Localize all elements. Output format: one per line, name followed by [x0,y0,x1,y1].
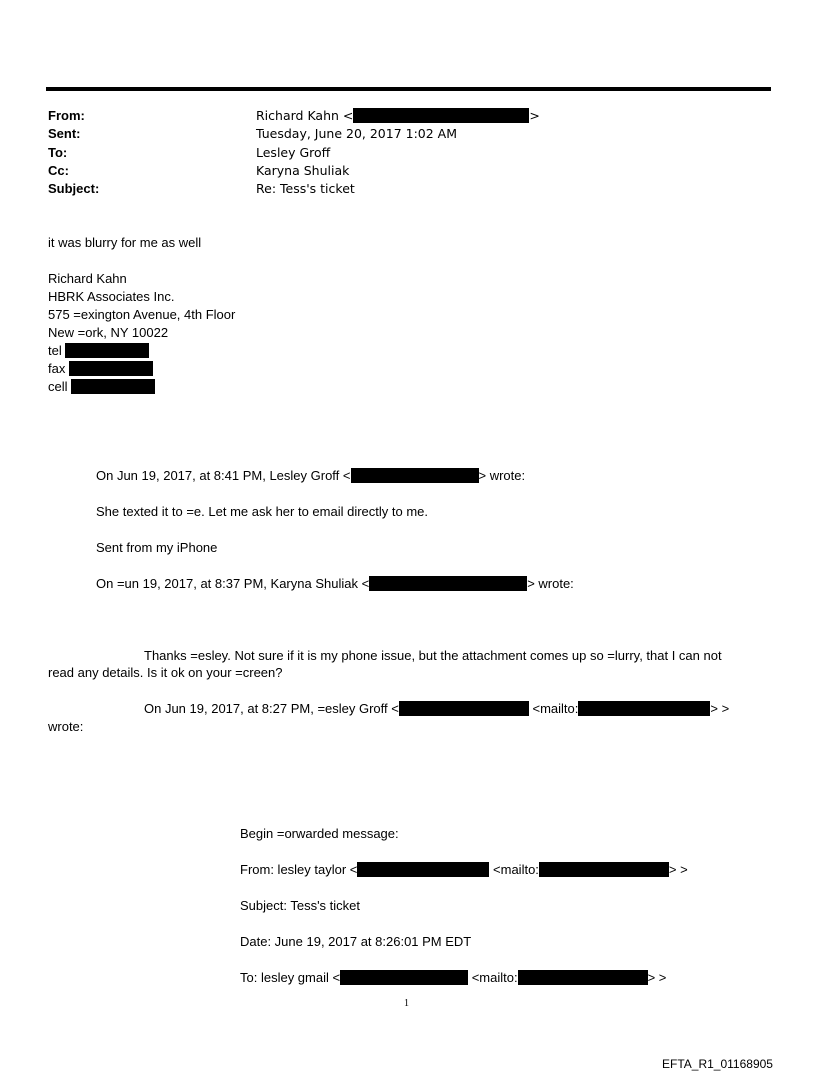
forwarded-begin: Begin =orwarded message: [240,826,399,841]
quoted2-body-line2: read any details. Is it ok on your =creen? [48,665,283,680]
subject-label: Subject: [48,181,100,196]
signature-address1: 575 =exington Avenue, 4th Floor [48,307,236,322]
redaction-block [357,862,489,877]
quoted1-body: She texted it to =e. Let me ask her to email directly to me. [96,504,429,519]
redaction-block [369,576,527,591]
signature-cell: cell [48,379,155,395]
redaction-block [539,862,669,877]
signature-address2: New =ork, NY 10022 [48,325,169,340]
redaction-block [399,701,529,716]
redaction-block [578,701,710,716]
redaction-block [518,970,648,985]
signature-tel: tel [48,343,149,359]
signature-fax: fax [48,361,153,377]
forwarded-subject: Subject: Tess's ticket [240,898,361,913]
sent-value: Tuesday, June 20, 2017 1:02 AM [256,126,458,141]
quoted2-header: On =un 19, 2017, at 8:37 PM, Karyna Shuliak < > wrote: [96,576,574,591]
redaction-block [71,379,155,394]
page-number: 1 [404,998,409,1009]
redaction-block [340,970,468,985]
sent-label: Sent: [48,126,81,141]
bates-number: EFTA_R1_01168905 [662,1057,773,1071]
forwarded-to: To: lesley gmail < <mailto: > > [240,970,667,985]
redaction-block [351,468,479,483]
quoted3-header: On Jun 19, 2017, at 8:27 PM, =esley Groff < <mailto: > > [144,701,730,716]
to-value: Lesley Groff [256,145,331,160]
cc-label: Cc: [48,163,69,178]
signature-company: HBRK Associates Inc. [48,289,175,304]
from-value: Richard Kahn < > [256,108,540,123]
header-rule [46,87,771,91]
signature-name: Richard Kahn [48,271,127,286]
redaction-block [69,361,153,376]
quoted1-sent-from: Sent from my iPhone [96,540,218,555]
cc-value: Karyna Shuliak [256,163,350,178]
quoted1-header: On Jun 19, 2017, at 8:41 PM, Lesley Groff < > wrote: [96,468,526,483]
to-label: To: [48,145,68,160]
quoted2-body-line1: Thanks =esley. Not sure if it is my phone issue, but the attachment comes up so =lurry, that I can not [144,648,722,663]
redaction-block [353,108,529,123]
forwarded-date: Date: June 19, 2017 at 8:26:01 PM EDT [240,934,472,949]
redaction-block [65,343,149,358]
forwarded-from: From: lesley taylor < <mailto: > > [240,862,688,877]
from-label: From: [48,108,85,123]
quoted3-wrote: wrote: [48,719,84,734]
subject-value: Re: Tess's ticket [256,181,355,196]
body-line: it was blurry for me as well [48,235,202,250]
